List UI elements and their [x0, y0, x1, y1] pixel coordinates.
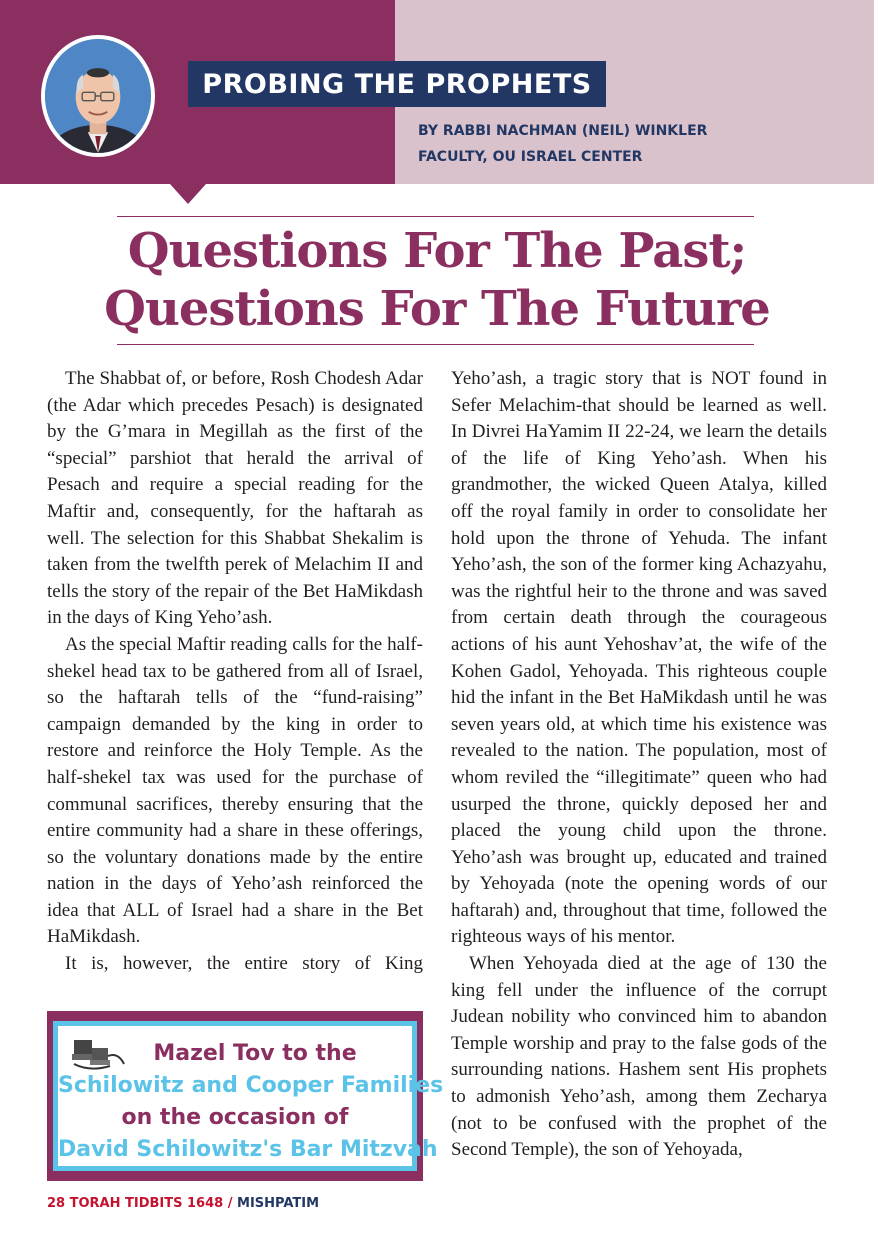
author-portrait-icon: [45, 39, 151, 153]
paragraph: The Shabbat of, or before, Rosh Chodesh Adar (the Adar which precedes Pesach) is designated by the G’mara in Megillah as the first of the “special” parshiot that herald the arrival of Pesach and require a special reading for the Maftir and, consequently, for the haftarah as well. The selection for this Shabbat Shekalim is taken from the twelfth perek of Melachim II and tells the story of the repair of the Bet HaMikdash in the days of King Yeho’ash.: [47, 368, 423, 629]
announcement-line-4: David Schilowitz's Bar Mitzvah: [58, 1137, 438, 1162]
title-line-2: Questions For The Future: [104, 281, 770, 337]
announcement-line-1: Mazel Tov to the: [153, 1041, 357, 1066]
footer-separator: /: [227, 1196, 233, 1211]
paragraph: When Yehoyada died at the age of 130 the king fell under the influence of the corrupt Judean nobility who convinced him to abandon Temple worship and pray to the false gods of the surrounding nations. Hashem sent His prophets to admonish Yeho’ash, among them Zecharya (not to be confused with the prophet of the Second Temple), the son of Yehoyada,: [451, 953, 827, 1161]
announcement-box: [47, 1011, 444, 1181]
article-title: [0, 222, 874, 338]
title-rule-bottom: [117, 344, 754, 345]
title-line-1: Questions For The Past;: [127, 223, 747, 279]
header-pointer: [170, 184, 206, 204]
paragraph: It is, however, the entire story of King: [65, 953, 423, 975]
announcement-inner: [53, 1021, 444, 1171]
paragraph: As the special Maftir reading calls for the half-shekel head tax to be gathered from all of Israel, so the haftarah tells of the “fund-raising” campaign demanded by the king in order to restore and reinforce the Holy Temple. As the half-shekel tax was used for the purchase of communal sacrifices, thereby ensuring that the entire community had a share in these offerings, so the voluntary donations made by the entire nation in the days of Yeho’ash reinforced the idea that ALL of Israel had a share in the Bet HaMikdash.: [47, 633, 423, 948]
byline: [418, 118, 707, 170]
article-right-column: [451, 366, 827, 1164]
article-left-column: [47, 366, 423, 978]
footer-section: MISHPATIM: [237, 1196, 320, 1211]
byline-affiliation: FACULTY, OU ISRAEL CENTER: [418, 149, 643, 165]
announcement-line-2: Schilowitz and Cooper Families: [58, 1073, 444, 1098]
announcement-line-3: on the occasion of: [121, 1105, 349, 1130]
title-rule-top: [117, 216, 754, 217]
announcement-text: [58, 1038, 444, 1166]
paragraph: Yeho’ash, a tragic story that is NOT found in Sefer Melachim-that should be learned as well. In Divrei HaYamim II 22-24, we learn the details of the life of King Yeho’ash. When his grandmother, the wicked Queen Atalya, killed off the royal family in order to consolidate her hold upon the throne of Yehuda. The infant Yeho’ash, the son of the former king Achazyahu, was the rightful heir to the throne and was saved from certain death through the courageous actions of his aunt Yehoshav’at, the wife of the Kohen Gadol, Yehoyada. This righteous couple hid the infant in the Bet HaMikdash until he was seven years old, at which time his existence was revealed to the nation. The population, most of whom reviled the “illegitimate” queen who had usurped the throne, quickly deposed her and placed the young child upon the throne. Yeho’ash was brought up, educated and trained by Yehoyada (note the opening words of our haftarah) and, throughout that time, followed the righteous ways of his mentor.: [451, 368, 827, 948]
column-label: PROBING THE PROPHETS: [188, 61, 606, 107]
page-footer: [47, 1196, 319, 1211]
byline-author: BY RABBI NACHMAN (NEIL) WINKLER: [418, 123, 708, 139]
footer-page-info: 28 TORAH TIDBITS 1648: [47, 1196, 224, 1211]
author-photo: [41, 35, 155, 157]
